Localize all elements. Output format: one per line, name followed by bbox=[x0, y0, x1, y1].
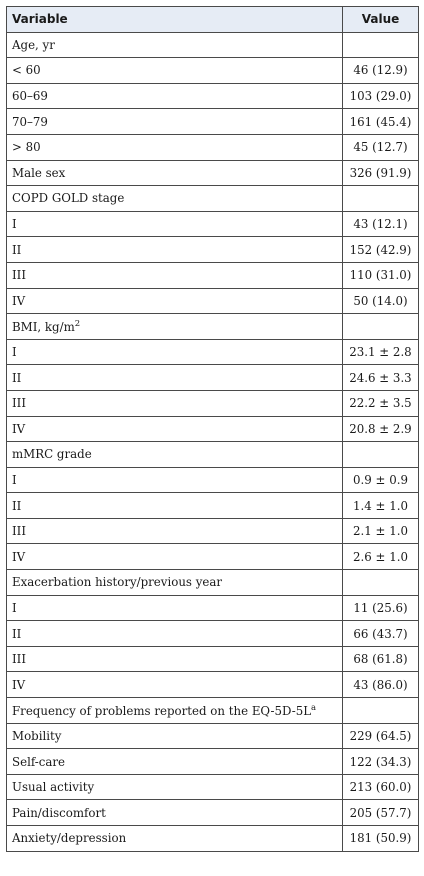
table-row bbox=[7, 672, 419, 698]
row-label-cell bbox=[7, 570, 343, 596]
row-label-cell bbox=[7, 83, 343, 109]
row-value-cell bbox=[343, 570, 419, 596]
row-label-cell bbox=[7, 416, 343, 442]
row-label: I bbox=[12, 472, 17, 487]
table-row bbox=[7, 698, 419, 724]
row-value-cell: 326 (91.9) bbox=[343, 160, 419, 186]
row-value-cell bbox=[343, 442, 419, 468]
row-label: IV bbox=[12, 421, 26, 436]
row-label: IV bbox=[12, 677, 26, 692]
table-row bbox=[7, 288, 419, 314]
table-row bbox=[7, 134, 419, 160]
row-label-cell bbox=[7, 621, 343, 647]
row-value-cell bbox=[343, 698, 419, 724]
variable-column-header: Variable bbox=[7, 7, 343, 33]
row-value-cell: 43 (86.0) bbox=[343, 672, 419, 698]
row-value-cell: 103 (29.0) bbox=[343, 83, 419, 109]
row-label-superscript: a bbox=[311, 702, 317, 713]
row-label: III bbox=[12, 652, 26, 667]
row-label-cell bbox=[7, 262, 343, 288]
table-row bbox=[7, 800, 419, 826]
row-value-cell: 0.9 ± 0.9 bbox=[343, 467, 419, 493]
row-value-cell: 46 (12.9) bbox=[343, 58, 419, 84]
row-label-cell bbox=[7, 211, 343, 237]
table-header-row bbox=[7, 7, 419, 33]
row-value-cell: 66 (43.7) bbox=[343, 621, 419, 647]
row-value-cell: 2.1 ± 1.0 bbox=[343, 518, 419, 544]
table-row bbox=[7, 211, 419, 237]
row-value-cell: 23.1 ± 2.8 bbox=[343, 339, 419, 365]
row-label: III bbox=[12, 268, 26, 283]
row-label: Exacerbation history/previous year bbox=[12, 575, 223, 590]
row-label: IV bbox=[12, 293, 26, 308]
row-value-cell bbox=[343, 314, 419, 340]
row-value-cell: 181 (50.9) bbox=[343, 826, 419, 852]
row-label: Mobility bbox=[12, 728, 62, 743]
table-body bbox=[7, 32, 419, 851]
row-value-cell: 213 (60.0) bbox=[343, 774, 419, 800]
table-row bbox=[7, 493, 419, 519]
row-label: II bbox=[12, 626, 22, 641]
row-value-cell: 205 (57.7) bbox=[343, 800, 419, 826]
row-label-cell bbox=[7, 774, 343, 800]
characteristics-table bbox=[6, 6, 419, 852]
row-value-cell: 161 (45.4) bbox=[343, 109, 419, 135]
table-row bbox=[7, 186, 419, 212]
row-label-cell bbox=[7, 467, 343, 493]
row-value-cell: 50 (14.0) bbox=[343, 288, 419, 314]
row-value-cell: 1.4 ± 1.0 bbox=[343, 493, 419, 519]
row-value-cell: 2.6 ± 1.0 bbox=[343, 544, 419, 570]
row-label: III bbox=[12, 396, 26, 411]
row-label-cell bbox=[7, 365, 343, 391]
row-label: Age, yr bbox=[12, 37, 55, 52]
table-row bbox=[7, 109, 419, 135]
row-label-cell bbox=[7, 493, 343, 519]
row-label: COPD GOLD stage bbox=[12, 191, 125, 206]
row-label: II bbox=[12, 242, 22, 257]
row-label: IV bbox=[12, 549, 26, 564]
table-row bbox=[7, 621, 419, 647]
row-label: Pain/discomfort bbox=[12, 805, 106, 820]
value-column-header: Value bbox=[343, 7, 419, 33]
row-value-cell: 110 (31.0) bbox=[343, 262, 419, 288]
row-label-cell bbox=[7, 288, 343, 314]
row-label-superscript: 2 bbox=[74, 318, 81, 329]
row-label-cell bbox=[7, 339, 343, 365]
table-row bbox=[7, 32, 419, 58]
row-label-cell bbox=[7, 58, 343, 84]
row-label: I bbox=[12, 217, 17, 232]
row-label-cell bbox=[7, 160, 343, 186]
row-label: I bbox=[12, 345, 17, 360]
row-label: Frequency of problems reported on the EQ-5D-5L bbox=[12, 703, 312, 718]
table-row bbox=[7, 723, 419, 749]
row-label-cell bbox=[7, 749, 343, 775]
table-row bbox=[7, 58, 419, 84]
table-row bbox=[7, 646, 419, 672]
row-label-cell bbox=[7, 186, 343, 212]
row-label-cell bbox=[7, 442, 343, 468]
table-row bbox=[7, 262, 419, 288]
table-row bbox=[7, 442, 419, 468]
row-label-cell bbox=[7, 723, 343, 749]
row-value-cell: 11 (25.6) bbox=[343, 595, 419, 621]
row-label: II bbox=[12, 370, 22, 385]
row-label-cell bbox=[7, 826, 343, 852]
table-row bbox=[7, 518, 419, 544]
row-value-cell bbox=[343, 32, 419, 58]
table-row bbox=[7, 339, 419, 365]
row-label: Anxiety/depression bbox=[12, 831, 127, 846]
table-row bbox=[7, 83, 419, 109]
row-label-cell bbox=[7, 134, 343, 160]
table-row bbox=[7, 416, 419, 442]
row-label-cell bbox=[7, 390, 343, 416]
row-value-cell: 45 (12.7) bbox=[343, 134, 419, 160]
row-value-cell: 229 (64.5) bbox=[343, 723, 419, 749]
row-label: 60–69 bbox=[12, 89, 48, 104]
row-label-cell bbox=[7, 518, 343, 544]
row-value-cell: 22.2 ± 3.5 bbox=[343, 390, 419, 416]
table-row bbox=[7, 160, 419, 186]
row-label-cell bbox=[7, 109, 343, 135]
row-label: I bbox=[12, 600, 17, 615]
row-value-cell: 68 (61.8) bbox=[343, 646, 419, 672]
table-row bbox=[7, 237, 419, 263]
table-row bbox=[7, 826, 419, 852]
row-label-cell bbox=[7, 646, 343, 672]
row-label-cell bbox=[7, 314, 343, 340]
table-row bbox=[7, 749, 419, 775]
row-label: > 80 bbox=[12, 140, 41, 155]
row-label: Male sex bbox=[12, 165, 66, 180]
table-row bbox=[7, 570, 419, 596]
row-label: Usual activity bbox=[12, 780, 95, 795]
table-row bbox=[7, 314, 419, 340]
table-row bbox=[7, 595, 419, 621]
row-value-cell: 122 (34.3) bbox=[343, 749, 419, 775]
row-value-cell: 43 (12.1) bbox=[343, 211, 419, 237]
row-label: mMRC grade bbox=[12, 447, 92, 462]
table-row bbox=[7, 544, 419, 570]
table-row bbox=[7, 390, 419, 416]
row-label: II bbox=[12, 498, 22, 513]
row-label: BMI, kg/m bbox=[12, 319, 75, 334]
table-row bbox=[7, 774, 419, 800]
row-label: < 60 bbox=[12, 63, 41, 78]
row-label-cell bbox=[7, 800, 343, 826]
row-label-cell bbox=[7, 672, 343, 698]
table-row bbox=[7, 467, 419, 493]
row-value-cell: 152 (42.9) bbox=[343, 237, 419, 263]
row-value-cell: 20.8 ± 2.9 bbox=[343, 416, 419, 442]
row-label: 70–79 bbox=[12, 114, 48, 129]
row-label-cell bbox=[7, 698, 343, 724]
row-value-cell: 24.6 ± 3.3 bbox=[343, 365, 419, 391]
row-value-cell bbox=[343, 186, 419, 212]
row-label-cell bbox=[7, 544, 343, 570]
row-label-cell bbox=[7, 32, 343, 58]
row-label-cell bbox=[7, 595, 343, 621]
row-label: III bbox=[12, 524, 26, 539]
row-label-cell bbox=[7, 237, 343, 263]
table-row bbox=[7, 365, 419, 391]
row-label: Self-care bbox=[12, 754, 66, 769]
